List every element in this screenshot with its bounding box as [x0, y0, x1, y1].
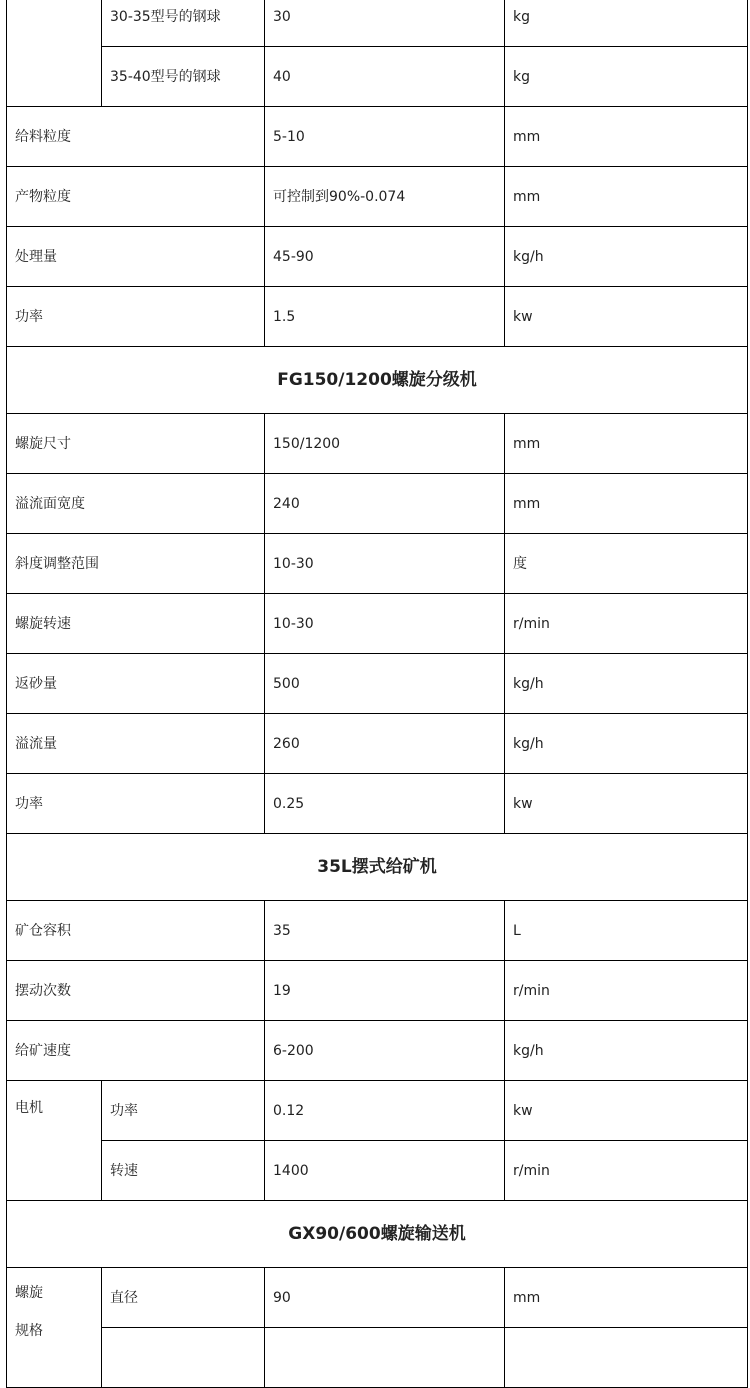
- section-header-row: [7, 1201, 748, 1268]
- motor-group-label: 电机: [7, 1081, 102, 1201]
- section-title-spiral-classifier: FG150/1200螺旋分级机: [7, 347, 748, 414]
- row-label: 螺旋尺寸: [7, 414, 265, 474]
- row-label: 功率: [7, 774, 265, 834]
- row-label: 功率: [7, 287, 265, 347]
- row-label: 矿仓容积: [7, 901, 265, 961]
- table-row: [7, 654, 748, 714]
- row-label: 溢流面宽度: [7, 474, 265, 534]
- row-value: 40: [265, 47, 505, 107]
- row-unit: kw: [505, 287, 748, 347]
- row-sublabel: 转速: [102, 1141, 265, 1201]
- table-row: [7, 167, 748, 227]
- table-row: [7, 474, 748, 534]
- table-row: [7, 227, 748, 287]
- table-row: [7, 1021, 748, 1081]
- row-label: 溢流量: [7, 714, 265, 774]
- equipment-spec-table: [6, 0, 748, 1388]
- row-unit: mm: [505, 167, 748, 227]
- row-label: 给料粒度: [7, 107, 265, 167]
- row-unit: kw: [505, 1081, 748, 1141]
- row-value: 10-30: [265, 534, 505, 594]
- row-unit: kg/h: [505, 1021, 748, 1081]
- row-unit: mm: [505, 107, 748, 167]
- row-sublabel: [102, 1328, 265, 1388]
- row-label: 产物粒度: [7, 167, 265, 227]
- row-value: 5-10: [265, 107, 505, 167]
- row-unit: kw: [505, 774, 748, 834]
- row-value: 1400: [265, 1141, 505, 1201]
- table-row: [7, 961, 748, 1021]
- row-value: 10-30: [265, 594, 505, 654]
- row-label: 螺旋转速: [7, 594, 265, 654]
- row-unit: kg: [505, 0, 748, 47]
- row-value: 0.12: [265, 1081, 505, 1141]
- table-row: [7, 287, 748, 347]
- row-sublabel: 功率: [102, 1081, 265, 1141]
- table-row: [7, 534, 748, 594]
- row-value: 6-200: [265, 1021, 505, 1081]
- section-title-swing-feeder: 35L摆式给矿机: [7, 834, 748, 901]
- row-unit: r/min: [505, 961, 748, 1021]
- row-unit: mm: [505, 1268, 748, 1328]
- table-row: [7, 1268, 748, 1328]
- table-row: [7, 1081, 748, 1141]
- row-unit: 度: [505, 534, 748, 594]
- row-label: 斜度调整范围: [7, 534, 265, 594]
- table-row: [7, 594, 748, 654]
- steel-ball-group-cell: [7, 0, 102, 107]
- row-value: 1.5: [265, 287, 505, 347]
- row-label: 返砂量: [7, 654, 265, 714]
- row-value: 可控制到90%-0.074: [265, 167, 505, 227]
- row-value: 19: [265, 961, 505, 1021]
- row-value: 500: [265, 654, 505, 714]
- spiral-spec-group-label: 螺旋 规格: [7, 1268, 102, 1388]
- row-value: 45-90: [265, 227, 505, 287]
- row-unit: mm: [505, 474, 748, 534]
- table-row: [7, 774, 748, 834]
- row-label: 处理量: [7, 227, 265, 287]
- row-value: 90: [265, 1268, 505, 1328]
- row-unit: kg: [505, 47, 748, 107]
- table-row: [7, 107, 748, 167]
- section-title-screw-conveyor: GX90/600螺旋输送机: [7, 1201, 748, 1268]
- row-unit: r/min: [505, 1141, 748, 1201]
- row-unit: kg/h: [505, 654, 748, 714]
- row-unit: L: [505, 901, 748, 961]
- section-header-row: [7, 347, 748, 414]
- table-row: [7, 1328, 748, 1388]
- table-row: [7, 901, 748, 961]
- row-unit: kg/h: [505, 714, 748, 774]
- row-sublabel: 35-40型号的钢球: [102, 47, 265, 107]
- row-unit: kg/h: [505, 227, 748, 287]
- row-unit: mm: [505, 414, 748, 474]
- row-value: 35: [265, 901, 505, 961]
- row-sublabel: 30-35型号的钢球: [102, 0, 265, 47]
- table-row: [7, 1141, 748, 1201]
- row-value: 30: [265, 0, 505, 47]
- row-sublabel: 直径: [102, 1268, 265, 1328]
- table-row: [7, 0, 748, 47]
- table-row: [7, 47, 748, 107]
- row-value: [265, 1328, 505, 1388]
- row-unit: [505, 1328, 748, 1388]
- row-unit: r/min: [505, 594, 748, 654]
- row-label: 摆动次数: [7, 961, 265, 1021]
- table-row: [7, 714, 748, 774]
- row-value: 0.25: [265, 774, 505, 834]
- row-label: 给矿速度: [7, 1021, 265, 1081]
- row-value: 260: [265, 714, 505, 774]
- row-value: 150/1200: [265, 414, 505, 474]
- section-header-row: [7, 834, 748, 901]
- row-value: 240: [265, 474, 505, 534]
- table-row: [7, 414, 748, 474]
